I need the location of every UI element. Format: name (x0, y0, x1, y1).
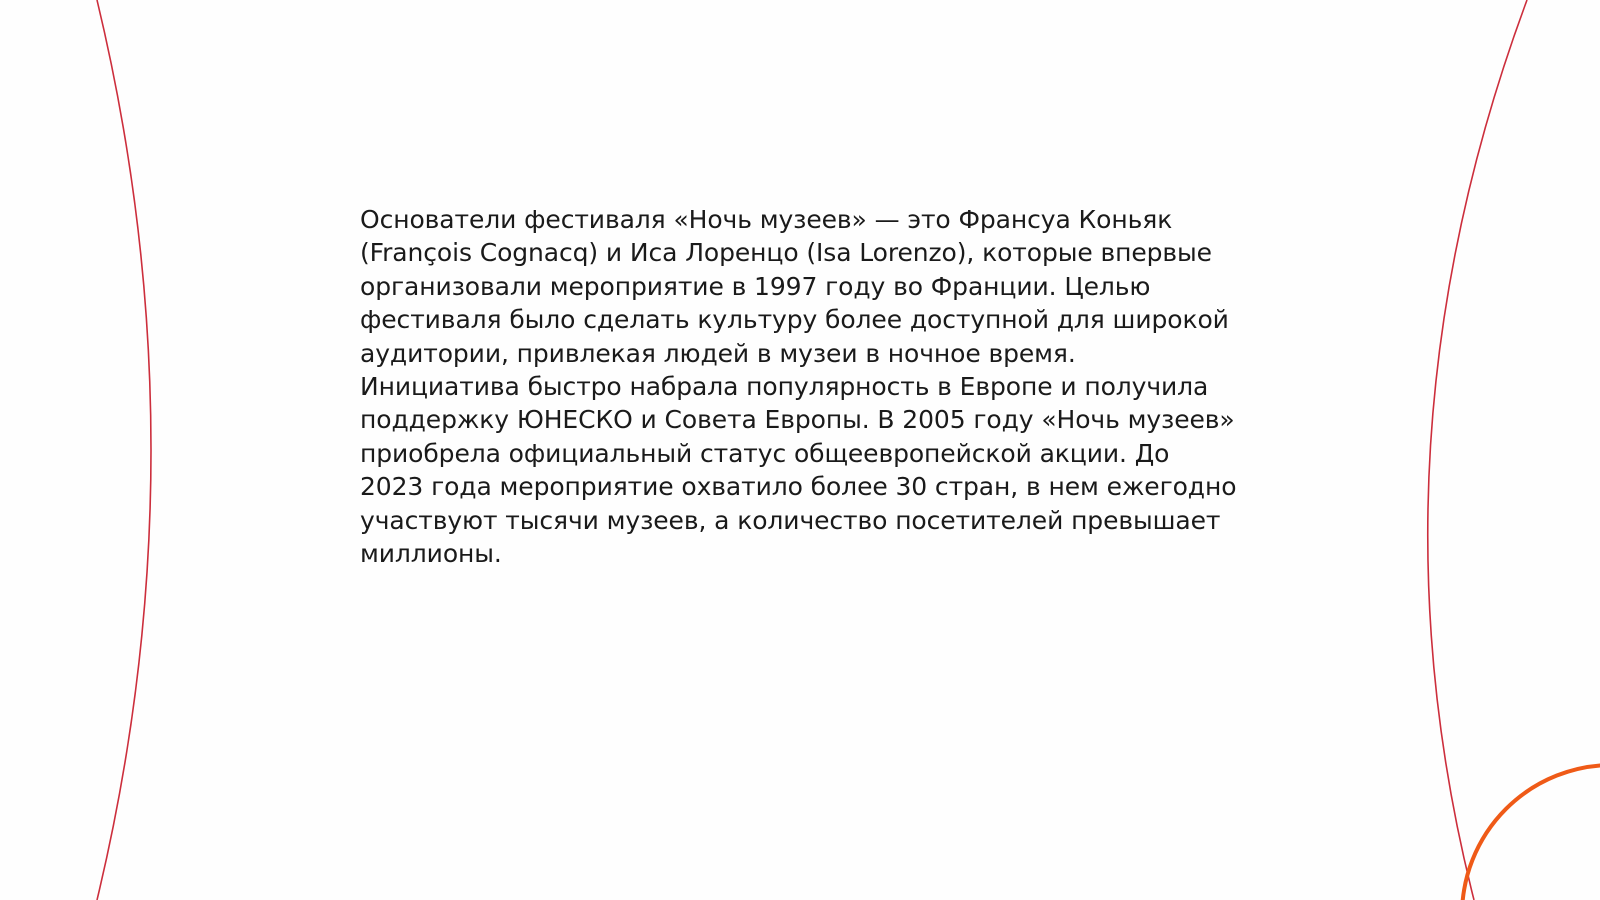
orange-circle-decoration (1462, 765, 1600, 900)
slide-body-text: Основатели фестиваля «Ночь музеев» — это Франсуа Коньяк (François Cognacq) и Иса Лоренцо (Isa Lorenzo), которые впервые организовали мероприятие в 1997 году во Франции. Целью фестиваля было сделать культуру более доступной для широкой аудитории, привлекая людей в музеи в ночное время. Инициатива быстро набрала популярность в Европе и получила поддержку ЮНЕСКО и Совета Европы. В 2005 году «Ночь музеев» приобрела официальный статус общеевропейской акции. До 2023 года мероприятие охватило более 30 стран, в нем ежегодно участвуют тысячи музеев, а количество посетителей превышает миллионы. (360, 205, 1237, 569)
left-arc-line (97, 0, 151, 900)
right-arc-line (1428, 0, 1527, 900)
